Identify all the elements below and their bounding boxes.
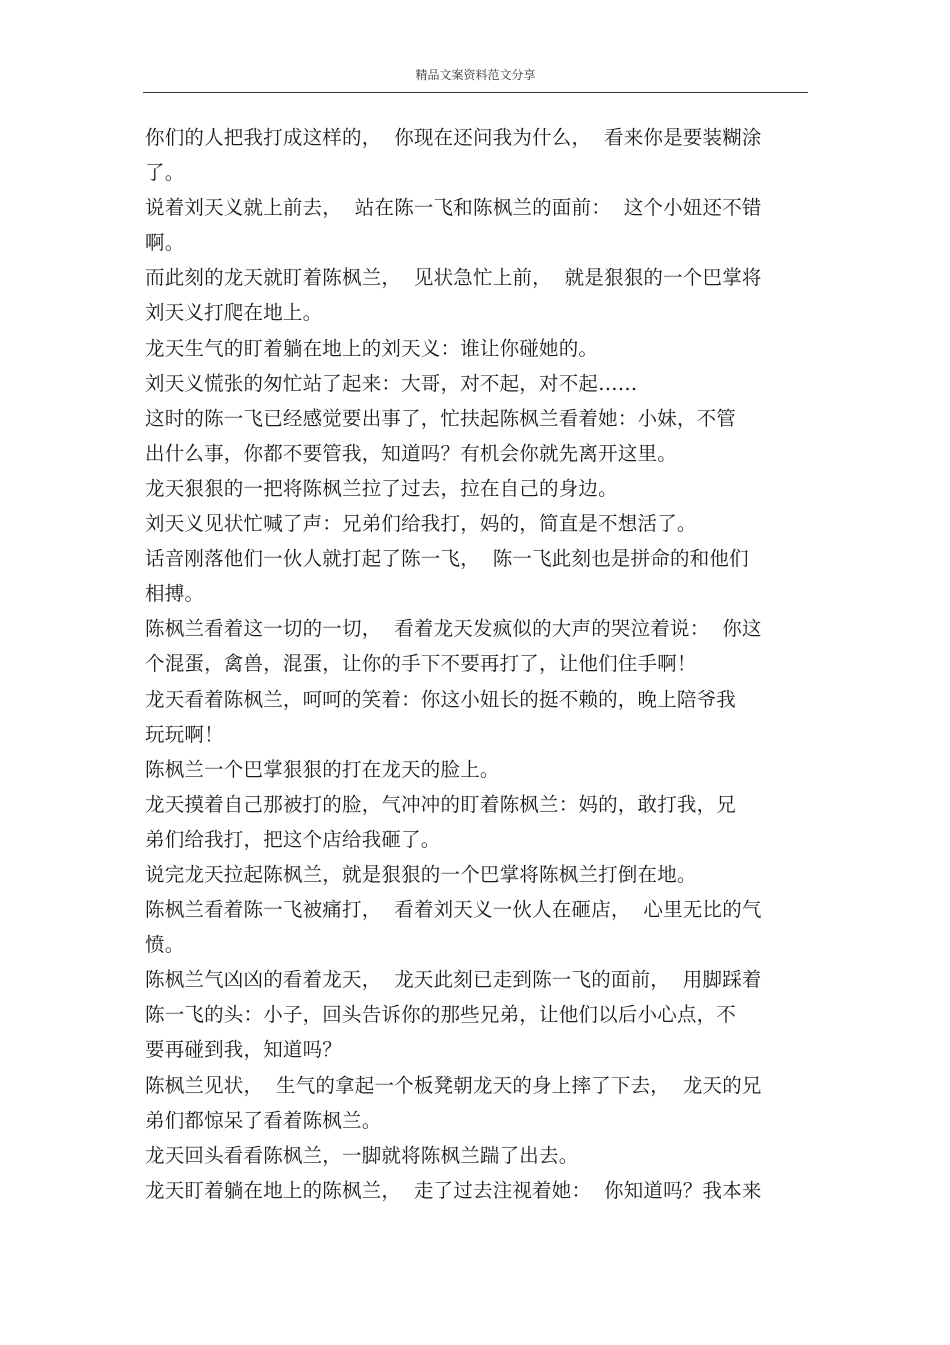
text-line: 陈枫兰气凶凶的看着龙天， 龙天此刻已走到陈一飞的面前， 用脚踩着 xyxy=(145,968,762,992)
text-line: 龙天回头看看陈枫兰，一脚就将陈枫兰踹了出去。 xyxy=(145,1143,579,1167)
text-line: 话音刚落他们一伙人就打起了陈一飞， 陈一飞此刻也是拼命的和他们 xyxy=(145,547,749,571)
text-line: 你们的人把我打成这样的， 你现在还问我为什么， 看来你是要装糊涂 xyxy=(145,126,762,149)
text-line: 出什么事，你都不要管我，知道吗？有机会你就先离开这里。 xyxy=(145,441,677,465)
text-line: 要再碰到我，知道吗？ xyxy=(145,1038,343,1062)
text-line: 龙天摸着自己那被打的脸，气冲冲的盯着陈枫兰：妈的，敢打我，兄 xyxy=(145,792,737,816)
text-line: 刘天义见状忙喊了声：兄弟们给我打，妈的，简直是不想活了。 xyxy=(145,512,697,536)
document-body xyxy=(145,120,815,1208)
text-line: 啊。 xyxy=(145,231,185,255)
text-line: 刘天义慌张的匆忙站了起来：大哥，对不起，对不起…… xyxy=(145,371,638,395)
text-line: 陈枫兰看着这一切的一切， 看着龙天发疯似的大声的哭泣着说： 你这 xyxy=(145,617,762,641)
text-line: 相搏。 xyxy=(145,582,205,606)
text-line: 龙天盯着躺在地上的陈枫兰， 走了过去注视着她： 你知道吗？我本来 xyxy=(145,1178,762,1202)
text-line: 了。 xyxy=(145,161,185,185)
text-line: 龙天狠狠的一把将陈枫兰拉了过去，拉在自己的身边。 xyxy=(145,476,618,500)
text-line: 这时的陈一飞已经感觉要出事了，忙扶起陈枫兰看着她：小妹，不管 xyxy=(145,406,737,430)
text-line: 弟们给我打，把这个店给我砸了。 xyxy=(145,827,441,851)
text-line: 而此刻的龙天就盯着陈枫兰， 见状急忙上前， 就是狠狠的一个巴掌将 xyxy=(145,266,762,290)
text-line: 刘天义打爬在地上。 xyxy=(145,301,323,325)
text-line: 陈一飞的头：小子，回头告诉你的那些兄弟，让他们以后小心点，不 xyxy=(145,1003,737,1027)
text-line: 说完龙天拉起陈枫兰，就是狠狠的一个巴掌将陈枫兰打倒在地。 xyxy=(145,862,697,886)
text-line: 龙天生气的盯着躺在地上的刘天义：谁让你碰她的。 xyxy=(145,336,599,360)
text-line: 陈枫兰看着陈一飞被痛打， 看着刘天义一伙人在砸店， 心里无比的气 xyxy=(145,898,762,922)
text-line: 说着刘天义就上前去， 站在陈一飞和陈枫兰的面前： 这个小妞还不错 xyxy=(145,196,762,220)
header-title: 精品文案资料范文分享 xyxy=(415,68,536,82)
text-line: 愤。 xyxy=(145,933,185,957)
page-header xyxy=(143,60,808,93)
text-line: 龙天看着陈枫兰，呵呵的笑着：你这小妞长的挺不赖的，晚上陪爷我 xyxy=(145,687,737,711)
text-line: 玩玩啊！ xyxy=(145,722,224,746)
text-line: 陈枫兰一个巴掌狠狠的打在龙天的脸上。 xyxy=(145,757,500,781)
text-line: 个混蛋，禽兽，混蛋，让你的手下不要再打了，让他们住手啊！ xyxy=(145,652,697,676)
text-line: 陈枫兰见状， 生气的拿起一个板凳朝龙天的身上摔了下去， 龙天的兄 xyxy=(145,1073,762,1097)
text-line: 弟们都惊呆了看着陈枫兰。 xyxy=(145,1108,382,1132)
